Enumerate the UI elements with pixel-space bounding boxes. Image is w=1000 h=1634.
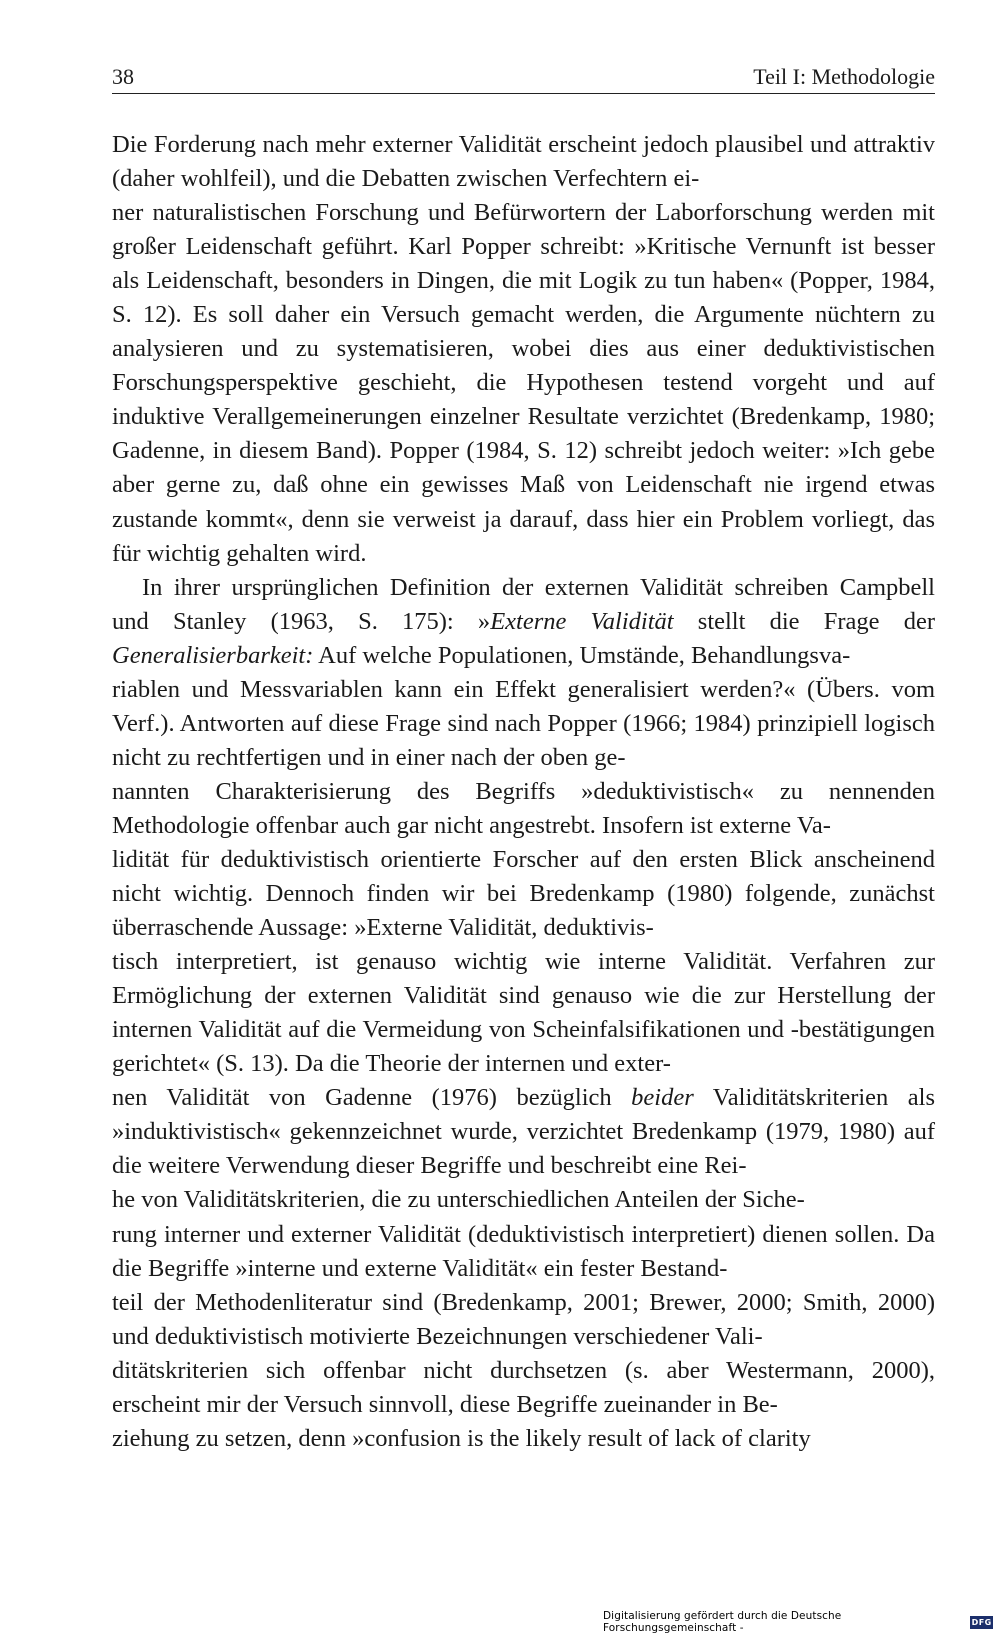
dfg-logo-icon: DFG (971, 1617, 992, 1627)
italic-term: beider (631, 1084, 694, 1112)
text-run: teil der Methodenliteratur sind (Bredenkamp, 2001; Brewer, 2000; Smith, 2000) und deduktivistisch motivierte Bezeichnungen verschiedener Vali- (112, 1288, 935, 1350)
text-run: ditätskriterien sich offenbar nicht durchsetzen (s. aber Westermann, 2000), erscheint mir der Versuch sinnvoll, diese Begriffe zueinander in Be- (112, 1356, 935, 1418)
text-run: nannten Charakterisierung des Begriffs »deduktivistisch« zu nennenden Methodologie offenbar auch gar nicht angestrebt. Insofern ist externe Va- (112, 777, 935, 839)
running-head: Teil I: Methodologie (753, 64, 935, 89)
text-run: nen Validität von Gadenne (1976) bezüglich (112, 1084, 632, 1112)
digitization-footer (603, 1610, 993, 1634)
text-run: he von Validitätskriterien, die zu unterschiedlichen Anteilen der Siche- (112, 1186, 805, 1214)
text-run: stellt die Frage der (673, 607, 935, 635)
paragraph-1 (112, 128, 935, 571)
body-text (112, 128, 935, 1456)
italic-term: Externe Validität (490, 607, 674, 635)
paragraph-2 (112, 571, 935, 1456)
italic-term: Generalisierbarkeit: (112, 641, 314, 669)
page-header (112, 62, 935, 92)
text-run: riablen und Messvariablen kann ein Effekt generalisiert werden?« (Übers. vom Verf.). Antworten auf diese Frage sind nach Popper (1966; 1984) prinzipiell logisch nicht zu rechtfertigen und in einer nach der oben ge- (112, 675, 935, 771)
text-run: Validitätskriterien als »induktivistisch« gekennzeichnet wurde, verzichtet Bredenkamp (1979, 1980) auf die weitere Verwendung dieser Begriffe und beschreibt eine Rei- (112, 1084, 935, 1180)
text-run: lidität für deduktivistisch orientierte Forscher auf den ersten Blick anscheinend nicht wichtig. Dennoch finden wir bei Bredenkamp (1980) folgende, zunächst überraschende Aussage: »Externe Validität, deduktivis- (112, 845, 935, 942)
text-run: Auf welche Populationen, Umstände, Behandlungsva- (313, 641, 851, 669)
text-run: In ihrer ursprünglichen Definition der externen Validität schreiben Campbell und Stanley (1963, S. 175): » (112, 573, 935, 635)
text-run: ner naturalistischen Forschung und Befürwortern der Laborforschung werden mit großer Leidenschaft geführt. Karl Popper schreibt: »Kritische Vernunft ist besser als Leidenschaft, besonders in Dingen, die mit Logik zu tun haben« (Popper, 1984, S. 12). Es soll daher ein Versuch gemacht werden, die Argumente nüchtern zu analysieren und zu systematisieren, wobei dies aus einer deduktivistischen Forschungsperspektive geschieht, die Hypothesen testend vorgeht und auf induktive Verallgemeinerungen einzelner Resultate verzichtet (Bredenkamp, 1980; Gadenne, in diesem Band). Popper (1984, S. 12) schreibt jedoch weiter: »Ich gebe aber gerne zu, daß ohne ein gewisses Maß von Leidenschaft nie irgend etwas zustande kommt«, denn sie verweist ja darauf, dass hier ein Problem vorliegt, das für wichtig gehalten wird. (112, 199, 935, 567)
page-number: 38 (112, 64, 134, 89)
footer-text: Digitalisierung gefördert durch die Deutsche Forschungsgemeinschaft - (603, 1610, 842, 1634)
text-run: Die Forderung nach mehr externer Validität erscheint jedoch plausibel und attraktiv (daher wohlfeil), und die Debatten zwischen Verfechtern ei- (112, 131, 935, 193)
text-run: tisch interpretiert, ist genauso wichtig wie interne Validität. Verfahren zur Ermöglichung der externen Validität sind genauso wie die zur Herstellung der internen Validität auf die Vermeidung von Scheinfalsifikationen und -bestätigungen gerichtet« (S. 13). Da die Theorie der internen und exter- (112, 948, 935, 1078)
header-rule (112, 93, 935, 94)
text-run: ziehung zu setzen, denn »confusion is the likely result of lack of clarity (112, 1424, 811, 1452)
text-run: rung interner und externer Validität (deduktivistisch interpretiert) dienen sollen. Da die Begriffe »interne und externe Validität« ein fester Bestand- (112, 1220, 935, 1282)
